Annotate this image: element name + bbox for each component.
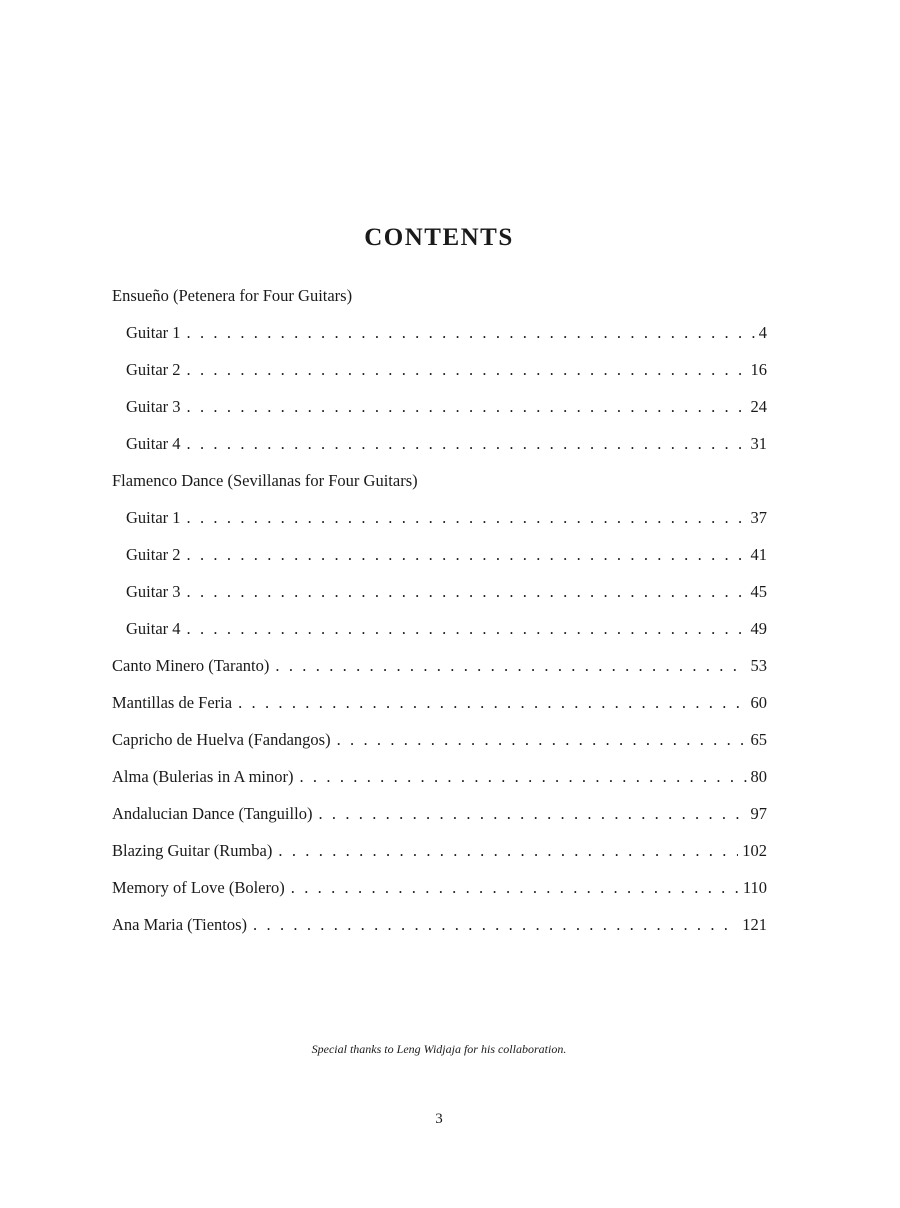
toc-entry — [112, 619, 767, 656]
toc-entry — [112, 878, 767, 915]
entry-title: Blazing Guitar (Rumba) — [112, 841, 273, 860]
toc-entry — [112, 508, 767, 545]
dot-leader — [337, 730, 747, 750]
dot-leader — [187, 323, 755, 343]
toc-entry — [112, 434, 767, 471]
toc-entry — [112, 693, 767, 730]
toc-entry — [112, 397, 767, 434]
entry-page-number: 110 — [742, 878, 767, 897]
entry-title: Guitar 3 — [126, 582, 181, 601]
toc-entry — [112, 804, 767, 841]
toc-entry — [112, 582, 767, 619]
dot-leader — [187, 397, 747, 417]
entry-page-number: 65 — [750, 730, 767, 749]
dot-leader — [187, 508, 747, 528]
dot-leader — [187, 434, 747, 454]
page-number: 3 — [435, 1111, 443, 1127]
entry-title: Capricho de Huelva (Fandangos) — [112, 730, 331, 749]
entry-title: Guitar 3 — [126, 397, 181, 416]
entry-page-number: 16 — [750, 360, 767, 379]
page-title: CONTENTS — [364, 224, 514, 251]
table-of-contents — [112, 286, 767, 952]
entry-title: Alma (Bulerias in A minor) — [112, 767, 294, 786]
dot-leader — [238, 693, 746, 713]
entry-page-number: 60 — [750, 693, 767, 712]
toc-entry — [112, 323, 767, 360]
toc-entry — [112, 656, 767, 693]
entry-page-number: 121 — [742, 915, 767, 934]
entry-page-number: 97 — [750, 804, 767, 823]
section-heading: Flamenco Dance (Sevillanas for Four Guitars) — [112, 471, 418, 490]
entry-title: Guitar 1 — [126, 323, 181, 342]
dot-leader — [187, 545, 747, 565]
dot-leader — [318, 804, 746, 824]
entry-title: Canto Minero (Taranto) — [112, 656, 270, 675]
dot-leader — [253, 915, 738, 935]
entry-title: Guitar 4 — [126, 619, 181, 638]
entry-title: Ana Maria (Tientos) — [112, 915, 248, 934]
dot-leader — [187, 619, 747, 639]
entry-title: Guitar 2 — [126, 360, 181, 379]
toc-entry — [112, 915, 767, 952]
entry-title: Guitar 4 — [126, 434, 181, 453]
toc-entry — [112, 360, 767, 397]
dot-leader — [291, 878, 739, 898]
acknowledgement-note: Special thanks to Leng Widjaja for his collaboration. — [311, 1042, 567, 1056]
entry-title: Guitar 2 — [126, 545, 181, 564]
section-heading: Ensueño (Petenera for Four Guitars) — [112, 286, 353, 305]
entry-title: Mantillas de Feria — [112, 693, 233, 712]
entry-page-number: 45 — [750, 582, 767, 601]
entry-page-number: 49 — [750, 619, 767, 638]
toc-entry — [112, 545, 767, 582]
entry-page-number: 37 — [750, 508, 767, 527]
dot-leader — [275, 656, 746, 676]
entry-page-number: 53 — [750, 656, 767, 675]
entry-page-number: 102 — [742, 841, 767, 860]
entry-page-number: 80 — [750, 767, 767, 786]
entry-title: Andalucian Dance (Tanguillo) — [112, 804, 313, 823]
entry-page-number: 24 — [750, 397, 767, 416]
dot-leader — [299, 767, 746, 787]
entry-title: Memory of Love (Bolero) — [112, 878, 285, 897]
dot-leader — [187, 582, 747, 602]
entry-page-number: 41 — [750, 545, 767, 564]
toc-entry — [112, 730, 767, 767]
entry-title: Guitar 1 — [126, 508, 181, 527]
toc-entry — [112, 767, 767, 804]
dot-leader — [278, 841, 738, 861]
toc-entry — [112, 841, 767, 878]
dot-leader — [187, 360, 747, 380]
entry-page-number: 31 — [750, 434, 767, 453]
entry-page-number: 4 — [758, 323, 767, 342]
